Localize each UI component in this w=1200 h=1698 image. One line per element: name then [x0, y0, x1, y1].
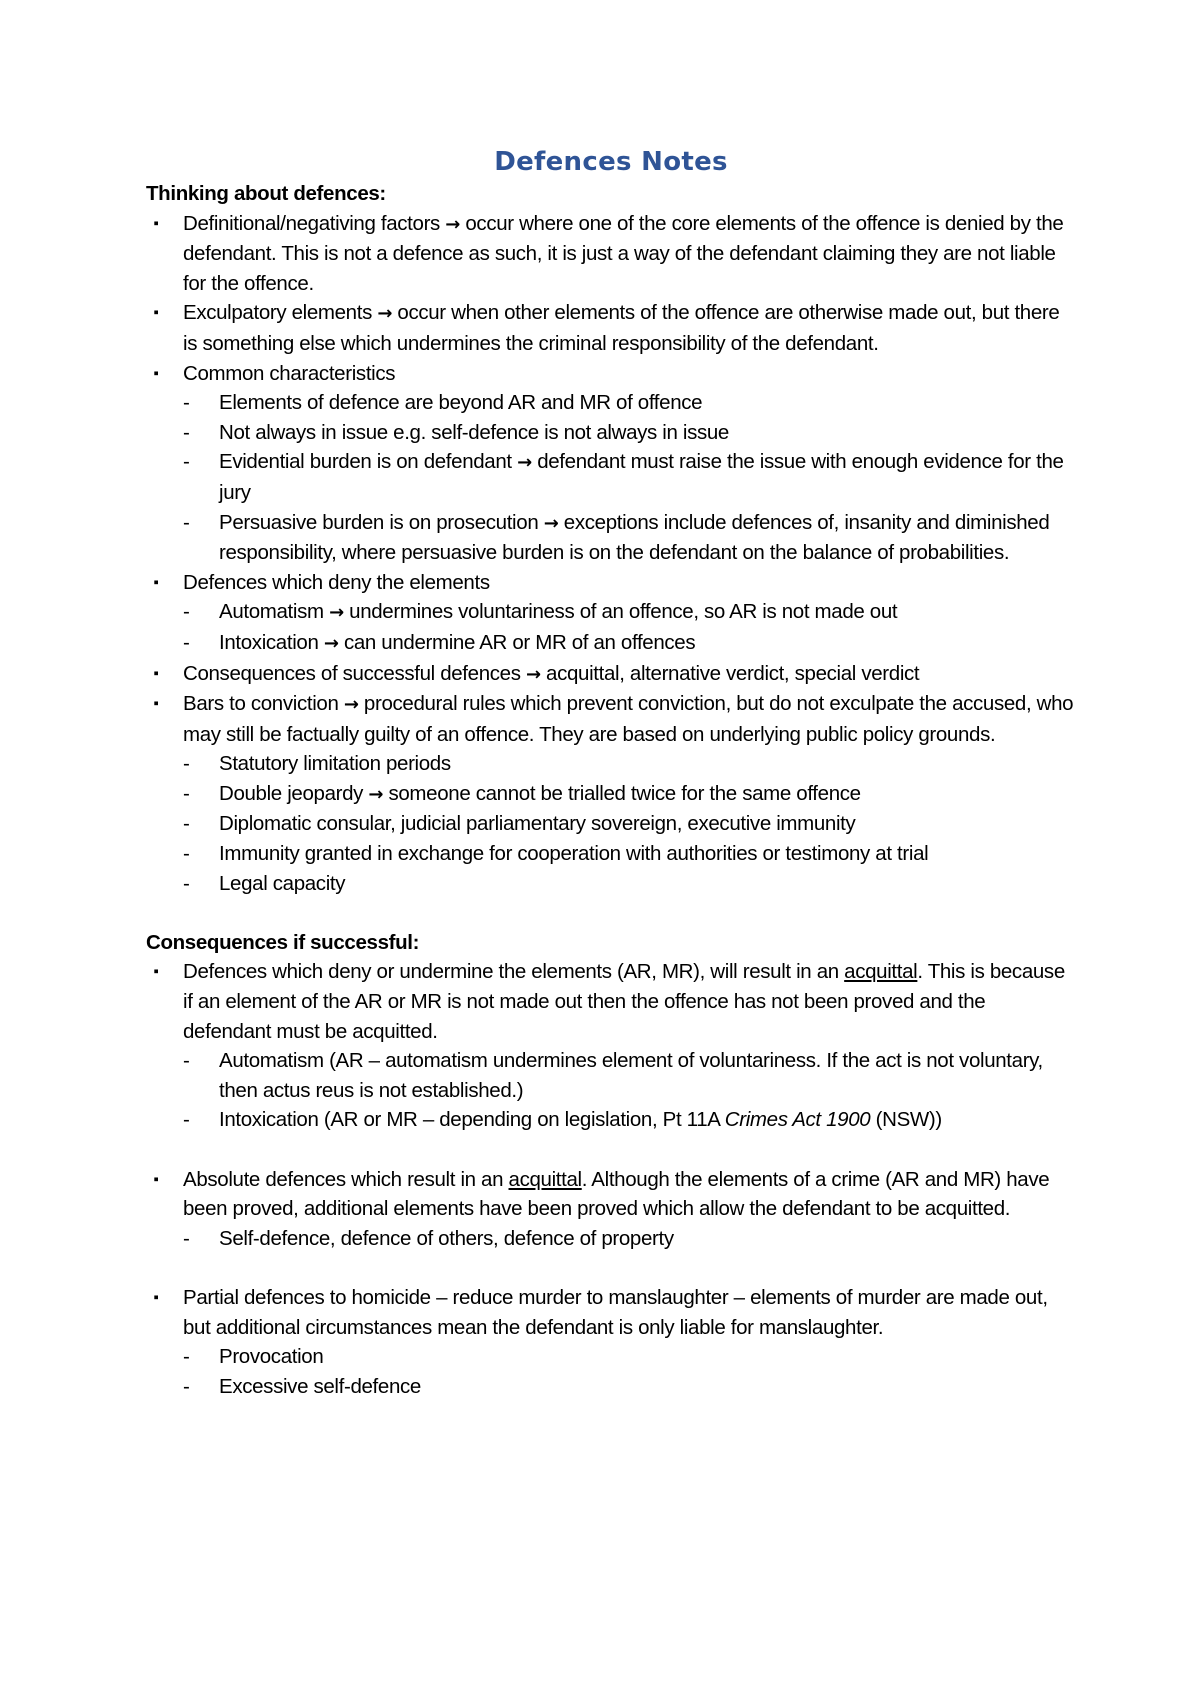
sub-item-text: someone cannot be trialled twice for the same offence [383, 781, 861, 805]
dash-marker: - [183, 391, 190, 415]
section-heading-thinking: Thinking about defences: [146, 182, 386, 205]
arrow-icon: → [445, 213, 461, 235]
sub-item-text: Diplomatic consular, judicial parliamentary sovereign, executive immunity [219, 812, 856, 836]
bullet-marker: ▪ [153, 695, 159, 713]
item-text: Defences which deny the elements [183, 570, 490, 594]
arrow-icon: → [377, 303, 393, 325]
sub-item-text: Evidential burden is on defendant [219, 450, 518, 474]
sub-item-text: Double jeopardy [219, 781, 369, 805]
underlined-term: acquittal [508, 1167, 582, 1191]
arrow-icon: → [329, 602, 344, 624]
sub-item-text: can undermine AR or MR of an offences [338, 630, 696, 654]
sub-item-text: exceptions include defences of, insanity and diminished responsibility, where persuasive burden is on the defendant on the balance of probabilities. [219, 510, 1050, 565]
dash-list [183, 1046, 1076, 1135]
document-title: Defences Notes [494, 147, 728, 177]
dash-marker: - [183, 420, 190, 444]
list-item [146, 689, 1076, 898]
list-item [146, 1283, 1076, 1401]
sub-list-item [183, 839, 1076, 869]
dash-list [183, 1342, 1076, 1401]
sub-item-text: Provocation [219, 1345, 324, 1369]
sub-list-item [183, 1372, 1076, 1402]
dash-marker: - [183, 752, 190, 776]
sub-list-item [183, 779, 1076, 810]
dash-marker: - [183, 450, 190, 474]
dash-marker: - [183, 842, 190, 866]
list-item [146, 298, 1076, 358]
arrow-icon: → [343, 694, 359, 716]
sub-list-item [183, 869, 1076, 899]
item-text: Partial defences to homicide – reduce murder to manslaughter – elements of murder are made out, but additional circumstances mean the defendant is only liable for manslaughter. [183, 1285, 1048, 1339]
bullet-list-consequences-2 [146, 1165, 1076, 1254]
list-item [146, 359, 1076, 568]
list-item [146, 209, 1076, 299]
dash-marker: - [183, 1226, 190, 1250]
bullet-marker: ▪ [153, 664, 159, 682]
italic-citation: Crimes Act 1900 [724, 1108, 871, 1132]
sub-item-text: Legal capacity [219, 871, 346, 895]
sub-item-text: Immunity granted in exchange for cooperation with authorities or testimony at trial [219, 842, 929, 866]
paragraph-spacer [146, 1135, 1076, 1165]
item-text: Exculpatory elements [183, 301, 378, 325]
bullet-list-consequences-3 [146, 1283, 1076, 1401]
sub-item-text: (NSW)) [870, 1108, 942, 1132]
document-body [146, 146, 1076, 1401]
sub-item-text: Automatism [219, 600, 330, 624]
sub-list-item [183, 809, 1076, 839]
sub-list-item [183, 1046, 1076, 1105]
dash-marker: - [183, 871, 190, 895]
dash-list [183, 388, 1076, 568]
dash-list [183, 749, 1076, 898]
sub-list-item [183, 749, 1076, 779]
sub-item-text: Statutory limitation periods [219, 752, 451, 776]
item-text: procedural rules which prevent conviction, but do not exculpate the accused, who may still be factually guilty of an offence. They are based on underlying public policy grounds. [183, 692, 1074, 746]
sub-item-text: Automatism (AR – automatism undermines element of voluntariness. If the act is not voluntary, then actus reus is not established.) [219, 1049, 1043, 1102]
item-text: . Although the elements of a crime (AR and MR) have been proved, additional elements have been proved which allow the defendant to be acquitted. [183, 1167, 1050, 1221]
sub-item-text: Excessive self-defence [219, 1374, 421, 1398]
underlined-term: acquittal [844, 960, 918, 984]
dash-marker: - [183, 1108, 190, 1132]
sub-item-text: Persuasive burden is on prosecution [219, 510, 544, 534]
dash-marker: - [183, 812, 190, 836]
sub-item-text: undermines voluntariness of an offence, so AR is not made out [343, 600, 898, 624]
sub-list-item [183, 1224, 1076, 1254]
item-text: Consequences of successful defences [183, 661, 526, 685]
item-text: . This is because if an element of the AR or MR is not made out then the offence has not been proved and the defendant must be acquitted. [183, 960, 1065, 1043]
arrow-icon: → [368, 783, 384, 805]
section-heading-consequences: Consequences if successful: [146, 930, 420, 954]
list-item [146, 957, 1076, 1135]
list-item [146, 568, 1076, 659]
sub-list-item [183, 1105, 1076, 1135]
bullet-marker: ▪ [153, 573, 159, 591]
item-text: Common characteristics [183, 361, 396, 385]
sub-item-text: Intoxication [219, 630, 324, 654]
arrow-icon: → [525, 663, 541, 685]
sub-item-text: Intoxication (AR or MR – depending on legislation, Pt 11A [219, 1108, 725, 1132]
sub-list-item [183, 388, 1076, 418]
dash-marker: - [183, 781, 190, 805]
dash-list [183, 597, 1076, 658]
item-text: acquittal, alternative verdict, special verdict [540, 661, 920, 685]
sub-item-text: Not always in issue e.g. self-defence is not always in issue [219, 420, 729, 444]
sub-list-item [183, 418, 1076, 448]
bullet-marker: ▪ [153, 1288, 159, 1306]
arrow-icon: → [517, 452, 532, 474]
item-text: Defences which deny or undermine the elements (AR, MR), will result in an [183, 960, 845, 984]
item-text: occur when other elements of the offence are otherwise made out, but there is something else which undermines the criminal responsibility of the defendant. [183, 301, 1060, 355]
item-text: Absolute defences which result in an [183, 1167, 509, 1191]
paragraph-spacer [146, 898, 1076, 928]
list-item [146, 659, 1076, 690]
dash-marker: - [183, 1345, 190, 1369]
bullet-list-consequences [146, 957, 1076, 1135]
item-text: occur where one of the core elements of the offence is denied by the defendant. This is not a defence as such, it is just a way of the defendant claiming they are not liable for the offence. [183, 211, 1064, 295]
dash-marker: - [183, 1049, 190, 1073]
sub-list-item [183, 597, 1076, 628]
sub-list-item [183, 447, 1076, 507]
item-text: Definitional/negativing factors [183, 211, 446, 235]
sub-list-item [183, 1342, 1076, 1372]
dash-marker: - [183, 630, 190, 654]
dash-list [183, 1224, 1076, 1254]
list-item [146, 1165, 1076, 1254]
bullet-marker: ▪ [153, 963, 159, 981]
sub-list-item [183, 508, 1076, 568]
arrow-icon: → [543, 512, 559, 534]
bullet-list-thinking [146, 209, 1076, 899]
bullet-marker: ▪ [153, 1170, 159, 1188]
dash-marker: - [183, 600, 190, 624]
bullet-marker: ▪ [153, 304, 159, 322]
bullet-marker: ▪ [153, 364, 159, 382]
sub-item-text: Self-defence, defence of others, defence of property [219, 1226, 674, 1250]
item-text: Bars to conviction [183, 692, 344, 716]
dash-marker: - [183, 510, 190, 534]
arrow-icon: → [323, 632, 339, 654]
sub-list-item [183, 628, 1076, 659]
paragraph-spacer [146, 1253, 1076, 1283]
bullet-marker: ▪ [153, 214, 159, 232]
sub-item-text: Elements of defence are beyond AR and MR of offence [219, 391, 703, 415]
dash-marker: - [183, 1374, 190, 1398]
sub-item-text: defendant must raise the issue with enough evidence for the jury [219, 450, 1064, 504]
